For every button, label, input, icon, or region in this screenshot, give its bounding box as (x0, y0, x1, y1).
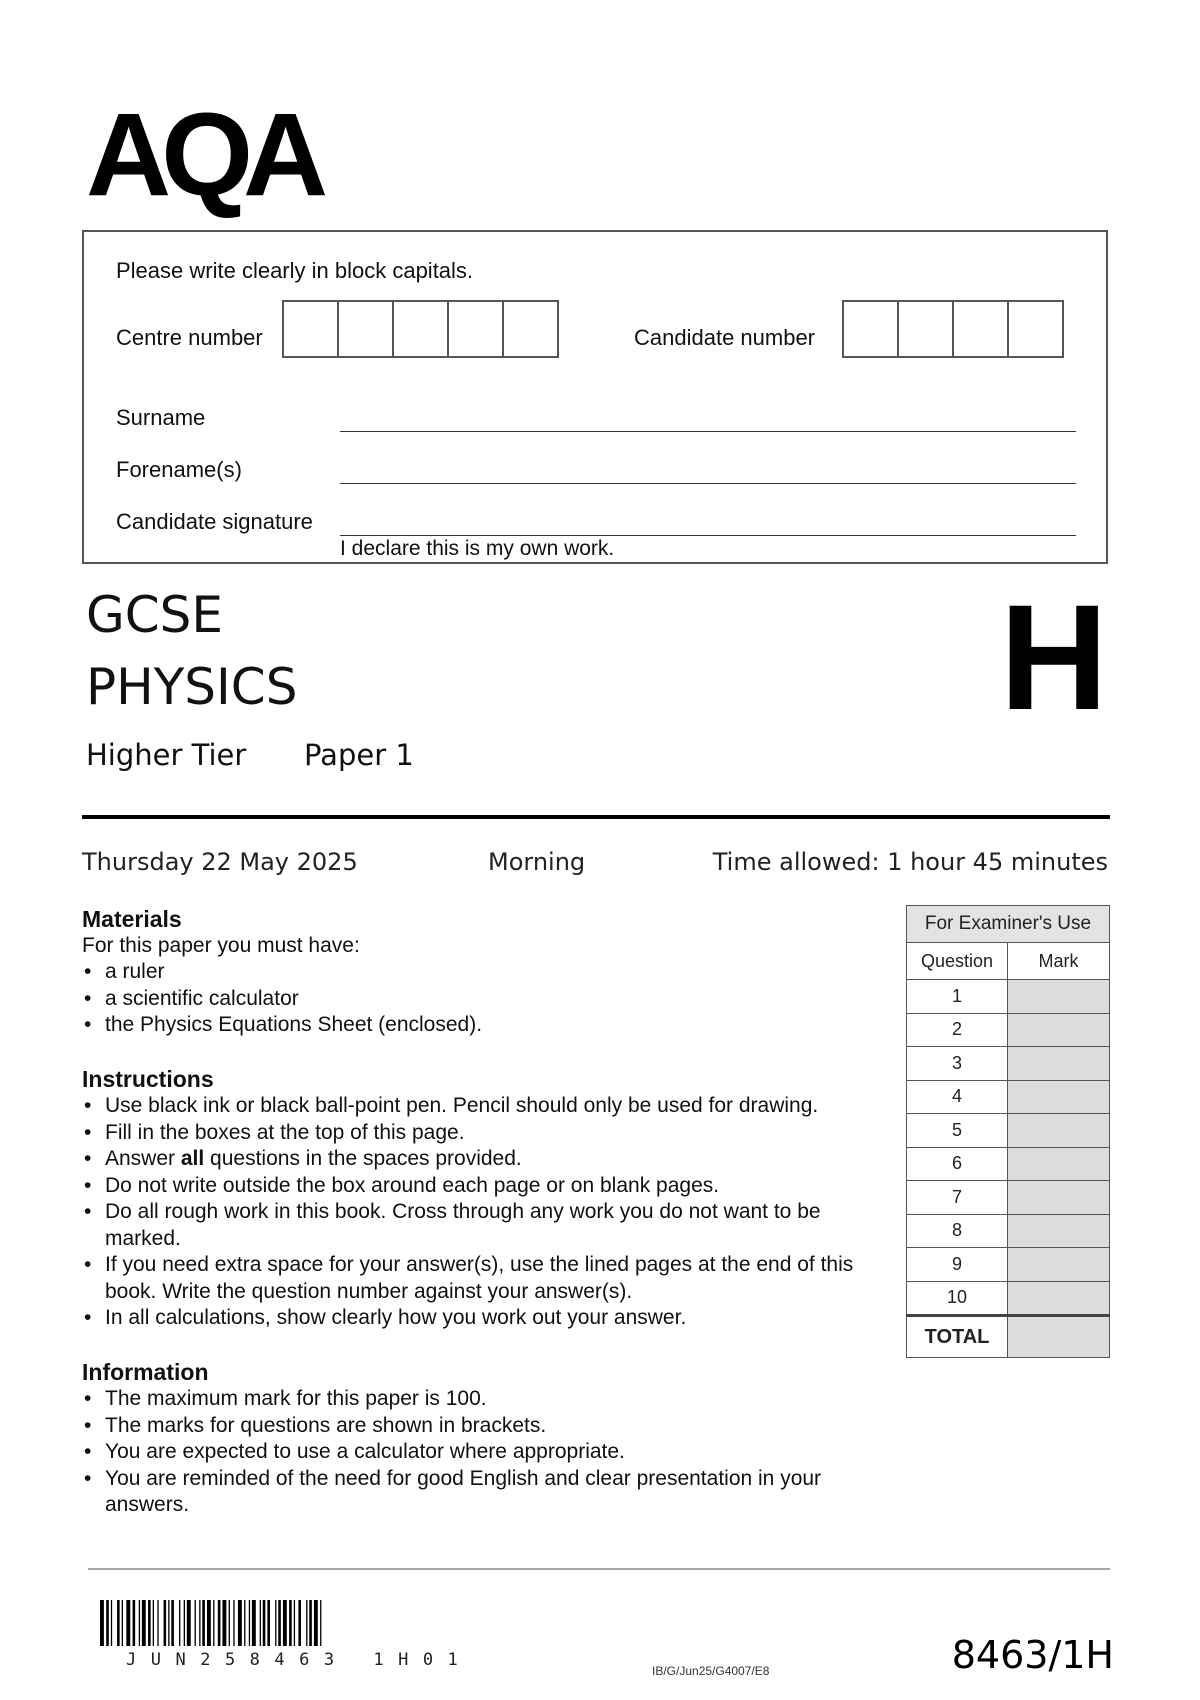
instruction-item: • If you need extra space for your answer(s), use the lined pages at the end of this book. Write the question number against your answer(s). (82, 1252, 885, 1305)
barcode-text: JUN258463 1H01 (126, 1650, 473, 1670)
tier-letter: H (999, 573, 1108, 741)
barcode-bar (218, 1600, 221, 1646)
barcode-bar (263, 1600, 266, 1646)
mark-cell (1008, 1248, 1110, 1282)
barcode-icon (100, 1600, 510, 1655)
signature-label: Candidate signature (116, 509, 313, 534)
barcode-bar (207, 1600, 211, 1646)
barcode-bar (117, 1600, 120, 1646)
barcode-bar (252, 1600, 256, 1646)
barcode-bar (275, 1600, 276, 1646)
barcode-bar (229, 1600, 230, 1646)
information-item: • You are reminded of the need for good English and clear presentation in your answers. (82, 1466, 845, 1519)
question-number: 4 (907, 1080, 1008, 1114)
information-item: • You are expected to use a calculator where appropriate. (82, 1439, 882, 1466)
candidate-digit-box[interactable] (897, 300, 954, 358)
mark-cell (1008, 1214, 1110, 1248)
barcode-bar (126, 1600, 130, 1646)
exam-session: Morning (488, 848, 586, 876)
instruction-item: • Do not write outside the box around each page or on blank pages. (82, 1173, 882, 1200)
barcode-bar (148, 1600, 151, 1646)
barcode-bar (260, 1600, 261, 1646)
barcode-bar (294, 1600, 295, 1646)
mark-cell (1008, 1114, 1110, 1148)
materials-item: • the Physics Equations Sheet (enclosed). (82, 1012, 882, 1039)
centre-number-field[interactable] (282, 300, 557, 358)
candidate-number-label: Candidate number (634, 325, 816, 350)
mark-column-header: Mark (1008, 943, 1110, 980)
signature-field[interactable] (340, 535, 1076, 536)
information-item: • The marks for questions are shown in brackets. (82, 1413, 882, 1440)
barcode-bar (238, 1600, 242, 1646)
barcode-bar (244, 1600, 245, 1646)
materials-heading: Materials (82, 906, 182, 932)
barcode-bar (111, 1600, 112, 1646)
centre-digit-box[interactable] (447, 300, 504, 358)
barcode-bar (157, 1600, 158, 1646)
barcode-bar (278, 1600, 281, 1646)
question-number: 1 (907, 980, 1008, 1014)
instruction-emphasis: all (180, 1147, 205, 1170)
centre-number-label: Centre number (116, 325, 263, 350)
instruction-item: • Fill in the boxes at the top of this page. (82, 1120, 882, 1147)
materials-item: • a scientific calculator (82, 986, 882, 1013)
barcode-bar (139, 1600, 140, 1646)
aqa-logo: AQA (86, 89, 319, 221)
information-section (82, 1359, 882, 1519)
barcode-bar (222, 1600, 226, 1646)
examiner-use-table (906, 905, 1110, 1358)
total-label: TOTAL (907, 1316, 1008, 1358)
barcode-bar (153, 1600, 154, 1646)
forenames-label: Forename(s) (116, 457, 242, 482)
instruction-item: • Use black ink or black ball-point pen. Pencil should only be used for drawing. (82, 1093, 882, 1120)
barcode-bar (164, 1600, 167, 1646)
barcode-bar (168, 1600, 169, 1646)
barcode-bar (306, 1600, 307, 1646)
surname-field[interactable] (340, 431, 1076, 432)
footer-rule (88, 1568, 1110, 1570)
information-heading: Information (82, 1359, 209, 1385)
mark-cell (1008, 1181, 1110, 1215)
question-number: 6 (907, 1147, 1008, 1181)
candidate-digit-box[interactable] (842, 300, 899, 358)
materials-intro: For this paper you must have: (82, 934, 360, 957)
mark-cell (1008, 980, 1110, 1014)
centre-digit-box[interactable] (502, 300, 559, 358)
centre-digit-box[interactable] (282, 300, 339, 358)
tier-label: Higher Tier (86, 738, 247, 772)
barcode-bar (289, 1600, 292, 1646)
barcode-bar (320, 1600, 321, 1646)
barcode-bar (195, 1600, 196, 1646)
candidate-number-field[interactable] (842, 300, 1062, 358)
centre-digit-box[interactable] (337, 300, 394, 358)
materials-item: • a ruler (82, 959, 882, 986)
question-number: 5 (907, 1114, 1008, 1148)
barcode-bar (249, 1600, 250, 1646)
barcode-bar (309, 1600, 312, 1646)
paper-code: 8463/1H (951, 1633, 1114, 1677)
barcode-bar (298, 1600, 301, 1646)
candidate-digit-box[interactable] (952, 300, 1009, 358)
instruction-item: • Do all rough work in this book. Cross through any work you do not want to be marked. (82, 1199, 875, 1252)
barcode-bar (100, 1600, 104, 1646)
time-allowed: Time allowed: 1 hour 45 minutes (712, 848, 1108, 876)
mark-cell (1008, 1147, 1110, 1181)
document-reference: IB/G/Jun25/G4007/E8 (652, 1664, 770, 1678)
barcode-bar (106, 1600, 109, 1646)
barcode-bar (213, 1600, 214, 1646)
question-number: 7 (907, 1181, 1008, 1215)
barcode-bar (202, 1600, 205, 1646)
question-number: 9 (907, 1248, 1008, 1282)
subject-title: PHYSICS (86, 658, 298, 716)
instruction-text: questions in the spaces provided. (204, 1147, 522, 1170)
barcode-bar (283, 1600, 287, 1646)
barcode-bar (133, 1600, 136, 1646)
declaration-text: I declare this is my own work. (340, 537, 615, 560)
barcode-bar (199, 1600, 200, 1646)
candidate-digit-box[interactable] (1007, 300, 1064, 358)
paper-label: Paper 1 (304, 738, 414, 772)
barcode-bar (142, 1600, 146, 1646)
instruction-item: • In all calculations, show clearly how you work out your answer. (82, 1305, 882, 1332)
exam-date: Thursday 22 May 2025 (82, 848, 358, 876)
mark-cell (1008, 1281, 1110, 1316)
barcode-bar (122, 1600, 123, 1646)
qualification-title: GCSE (86, 586, 223, 644)
total-mark-cell (1008, 1316, 1110, 1358)
instructions-section (82, 1066, 882, 1332)
examiner-use-header: For Examiner's Use (907, 906, 1110, 943)
barcode-bar (233, 1600, 234, 1646)
mark-cell (1008, 1013, 1110, 1047)
question-number: 3 (907, 1047, 1008, 1081)
forenames-field[interactable] (340, 483, 1076, 484)
barcode-bar (314, 1600, 318, 1646)
question-number: 8 (907, 1214, 1008, 1248)
instruction-text: Answer (105, 1147, 181, 1170)
materials-section (82, 906, 882, 1039)
barcode-bar (184, 1600, 185, 1646)
barcode-bar (267, 1600, 270, 1646)
block-capitals-instruction: Please write clearly in block capitals. (116, 258, 474, 283)
instructions-heading: Instructions (82, 1066, 214, 1092)
information-item: • The maximum mark for this paper is 100. (82, 1386, 882, 1413)
barcode-bar (171, 1600, 174, 1646)
barcode-bar (179, 1600, 180, 1646)
centre-digit-box[interactable] (392, 300, 449, 358)
question-number: 10 (907, 1281, 1008, 1316)
instruction-item (82, 1146, 882, 1173)
question-column-header: Question (907, 943, 1008, 980)
question-number: 2 (907, 1013, 1008, 1047)
mark-cell (1008, 1080, 1110, 1114)
surname-label: Surname (116, 405, 206, 430)
barcode-bar (187, 1600, 191, 1646)
mark-cell (1008, 1047, 1110, 1081)
divider-rule (82, 815, 1110, 819)
